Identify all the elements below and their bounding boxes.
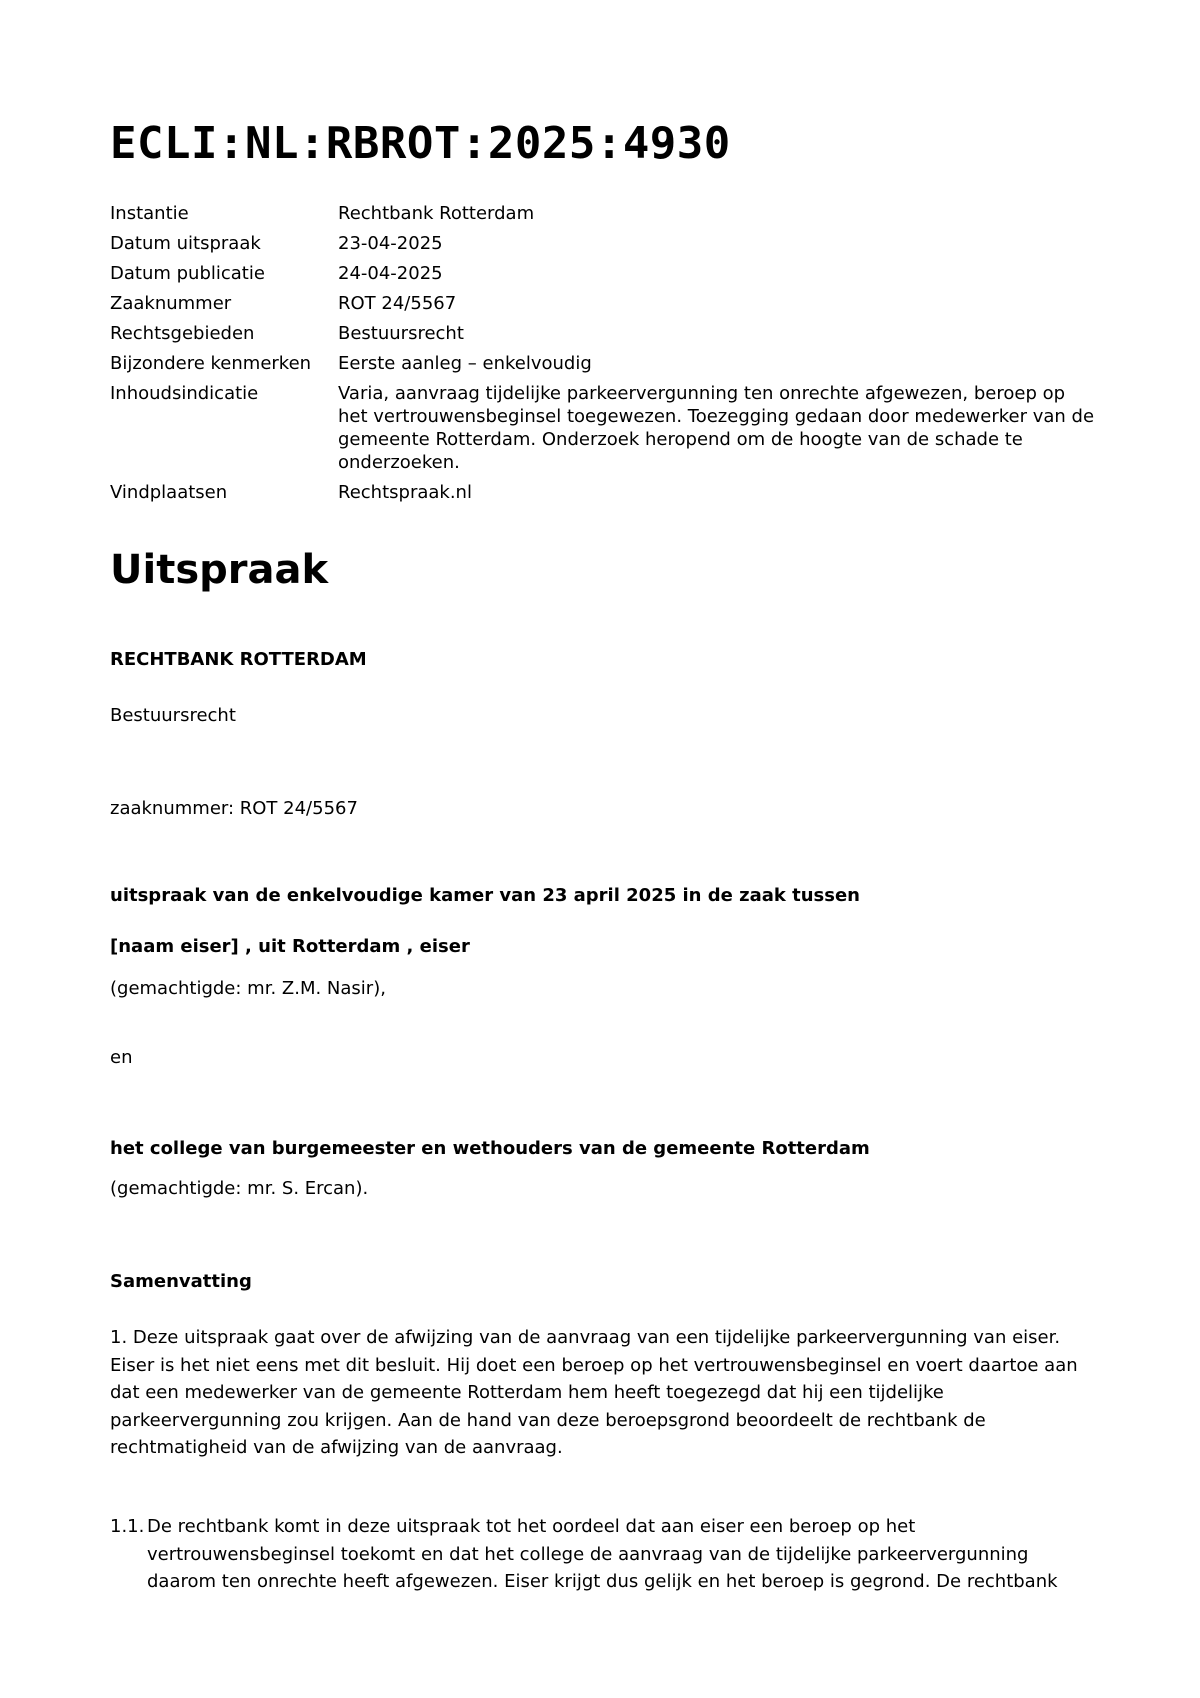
defendant-representative: (gemachtigde: mr. S. Ercan). [110, 1178, 369, 1199]
meta-label: Inhoudsindicatie [110, 383, 259, 404]
meta-label: Zaaknummer [110, 293, 232, 314]
meta-label: Datum publicatie [110, 263, 265, 284]
meta-row-instantie [110, 202, 1100, 225]
meta-label: Rechtsgebieden [110, 323, 255, 344]
and-connector: en [110, 1047, 133, 1068]
meta-row-zaaknummer [110, 292, 1100, 315]
summary-heading: Samenvatting [110, 1271, 252, 1292]
court-name: RECHTBANK ROTTERDAM [110, 649, 367, 670]
meta-value: Eerste aanleg – enkelvoudig [338, 353, 592, 374]
metadata-table [110, 202, 1100, 511]
meta-row-vindplaatsen [110, 481, 1100, 504]
meta-value: Varia, aanvraag tijdelijke parkeervergunning ten onrechte afgewezen, beroep op het vertrouwensbeginsel toegewezen. Toezegging gedaan door medewerker van de gemeente Rotterdam. Onderzoek heropend om de hoogte van de schade te onderzoeken. [338, 383, 1095, 473]
meta-row-bijzondere-kenmerken [110, 352, 1100, 375]
meta-row-inhoudsindicatie [110, 382, 1100, 474]
claimant-representative: (gemachtigde: mr. Z.M. Nasir), [110, 978, 386, 999]
meta-label: Bijzondere kenmerken [110, 353, 312, 374]
meta-value: 24-04-2025 [338, 263, 443, 284]
judgment-intro: uitspraak van de enkelvoudige kamer van 23 april 2025 in de zaak tussen [110, 885, 860, 906]
paragraph-text: De rechtbank komt in deze uitspraak tot het oordeel dat aan eiser een beroep op het vertrouwensbeginsel toekomt en dat het college de aanvraag van de tijdelijke parkeervergunning daarom ten onrechte heeft afgewezen. Eiser krijgt dus gelijk en het beroep is gegrond. De rechtbank [147, 1516, 1058, 1592]
meta-label: Vindplaatsen [110, 482, 228, 503]
meta-row-rechtsgebieden [110, 322, 1100, 345]
legal-area: Bestuursrecht [110, 705, 236, 726]
ecli-title: ECLI:NL:RBROT:2025:4930 [110, 118, 731, 169]
meta-value: ROT 24/5567 [338, 293, 457, 314]
meta-value: Bestuursrecht [338, 323, 464, 344]
case-number-line: zaaknummer: ROT 24/5567 [110, 798, 358, 819]
meta-row-datum-uitspraak [110, 232, 1100, 255]
meta-label: Datum uitspraak [110, 233, 261, 254]
paragraph-1: 1. Deze uitspraak gaat over de afwijzing van de aanvraag van een tijdelijke parkeervergunning van eiser. Eiser is het niet eens met dit besluit. Hij doet een beroep op het vertrouwensbeginsel en voert daartoe aan dat een medewerker van de gemeente Rotterdam hem heeft toegezegd dat hij een tijdelijke parkeervergunning zou krijgen. Aan de hand van deze beroepsgrond beoordeelt de rechtbank de rechtmatigheid van de afwijzing van de aanvraag. [110, 1327, 1078, 1458]
meta-label: Instantie [110, 203, 189, 224]
meta-value: 23-04-2025 [338, 233, 443, 254]
defendant-party: het college van burgemeester en wethouders van de gemeente Rotterdam [110, 1138, 870, 1159]
meta-value: Rechtbank Rotterdam [338, 203, 535, 224]
paragraph-number: 1.1. [110, 1516, 145, 1537]
meta-value: Rechtspraak.nl [338, 482, 472, 503]
claimant-party: [naam eiser] , uit Rotterdam , eiser [110, 936, 470, 957]
uitspraak-heading: Uitspraak [110, 547, 329, 593]
paragraph-1-1 [110, 1513, 1100, 1596]
meta-row-datum-publicatie [110, 262, 1100, 285]
